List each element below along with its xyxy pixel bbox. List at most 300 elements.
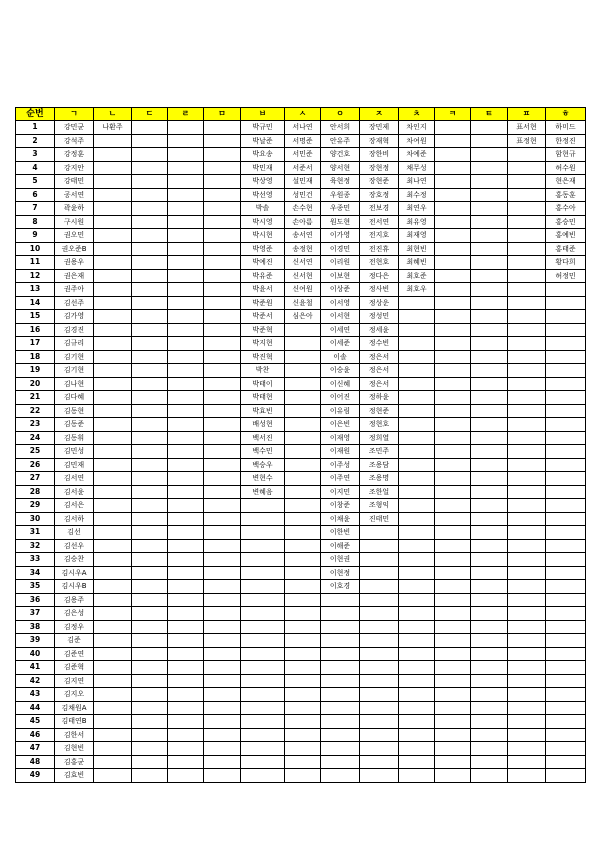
name-cell: 김정우 — [55, 620, 94, 634]
name-cell — [132, 350, 168, 364]
table-row — [16, 607, 586, 621]
name-cell: 조형익 — [360, 499, 399, 513]
row-number-cell: 45 — [16, 715, 55, 729]
name-cell: 김승찬 — [55, 553, 94, 567]
name-cell: 김서하 — [55, 512, 94, 526]
name-cell: 김선 — [55, 526, 94, 540]
name-cell — [471, 269, 508, 283]
name-cell: 최연우 — [399, 202, 435, 216]
name-cell — [204, 715, 241, 729]
name-cell — [94, 256, 132, 270]
name-cell: 박날준 — [241, 134, 285, 148]
row-number-cell: 12 — [16, 269, 55, 283]
name-cell — [435, 769, 471, 783]
name-cell: 강지안 — [55, 161, 94, 175]
name-cell — [399, 431, 435, 445]
name-cell — [204, 377, 241, 391]
name-cell — [168, 688, 204, 702]
name-cell: 강정훈 — [55, 148, 94, 162]
row-number-cell: 25 — [16, 445, 55, 459]
name-cell — [471, 242, 508, 256]
name-cell — [204, 256, 241, 270]
name-cell — [168, 661, 204, 675]
name-cell — [94, 161, 132, 175]
name-cell — [94, 566, 132, 580]
name-cell: 박솔 — [241, 202, 285, 216]
name-cell — [435, 188, 471, 202]
name-cell — [168, 188, 204, 202]
name-cell: 박시영 — [241, 215, 285, 229]
name-cell — [399, 566, 435, 580]
name-cell — [168, 742, 204, 756]
name-cell — [435, 215, 471, 229]
name-cell — [168, 431, 204, 445]
name-cell: 안서희 — [321, 121, 360, 135]
name-cell — [132, 566, 168, 580]
name-cell — [508, 620, 546, 634]
name-cell: 이상준 — [321, 283, 360, 297]
name-cell — [94, 742, 132, 756]
name-cell — [435, 283, 471, 297]
name-cell — [471, 256, 508, 270]
table-row — [16, 715, 586, 729]
name-cell — [399, 391, 435, 405]
name-cell — [132, 202, 168, 216]
name-cell: 이재영 — [321, 431, 360, 445]
name-cell — [508, 728, 546, 742]
name-cell — [508, 256, 546, 270]
name-cell — [399, 580, 435, 594]
name-cell: 박선영 — [241, 188, 285, 202]
row-number-cell: 27 — [16, 472, 55, 486]
name-cell: 원도현 — [321, 215, 360, 229]
name-cell — [508, 364, 546, 378]
name-cell — [285, 526, 321, 540]
table-row — [16, 148, 586, 162]
name-cell — [508, 229, 546, 243]
name-cell — [471, 391, 508, 405]
name-cell — [132, 769, 168, 783]
name-cell: 이유림 — [321, 404, 360, 418]
name-cell — [471, 553, 508, 567]
name-cell — [508, 445, 546, 459]
name-cell — [168, 404, 204, 418]
name-cell — [285, 607, 321, 621]
name-cell — [241, 661, 285, 675]
name-cell — [546, 607, 586, 621]
name-cell — [471, 188, 508, 202]
table-row — [16, 350, 586, 364]
name-cell — [471, 161, 508, 175]
name-cell — [435, 202, 471, 216]
name-cell — [204, 661, 241, 675]
name-cell — [94, 580, 132, 594]
name-cell — [508, 688, 546, 702]
name-cell — [435, 391, 471, 405]
name-cell: 백서진 — [241, 431, 285, 445]
name-cell: 박효빈 — [241, 404, 285, 418]
name-cell — [285, 580, 321, 594]
name-cell — [285, 566, 321, 580]
name-cell — [168, 134, 204, 148]
name-cell — [94, 728, 132, 742]
name-cell — [399, 310, 435, 324]
name-cell — [471, 323, 508, 337]
name-cell: 서나연 — [285, 121, 321, 135]
name-cell — [471, 755, 508, 769]
name-cell — [471, 580, 508, 594]
name-cell: 정성민 — [360, 310, 399, 324]
name-cell — [285, 391, 321, 405]
name-cell — [94, 391, 132, 405]
name-cell — [204, 688, 241, 702]
name-cell — [360, 553, 399, 567]
name-cell: 이해준 — [321, 539, 360, 553]
header-consonant: ㄱ — [55, 108, 94, 121]
name-cell — [285, 512, 321, 526]
name-cell — [94, 755, 132, 769]
name-cell — [399, 593, 435, 607]
name-cell — [399, 715, 435, 729]
name-cell — [204, 148, 241, 162]
name-cell — [508, 377, 546, 391]
name-cell: 변혜음 — [241, 485, 285, 499]
name-cell — [471, 688, 508, 702]
name-cell — [204, 674, 241, 688]
name-cell: 표정현 — [508, 134, 546, 148]
name-cell — [399, 674, 435, 688]
name-cell — [94, 445, 132, 459]
name-cell: 권은재 — [55, 269, 94, 283]
name-cell — [94, 404, 132, 418]
name-cell: 김선우 — [55, 539, 94, 553]
name-cell — [204, 512, 241, 526]
name-cell: 김태연B — [55, 715, 94, 729]
name-cell — [435, 175, 471, 189]
row-number-cell: 4 — [16, 161, 55, 175]
name-cell: 송서연 — [285, 229, 321, 243]
row-number-cell: 16 — [16, 323, 55, 337]
name-cell: 이어진 — [321, 391, 360, 405]
name-cell — [94, 620, 132, 634]
header-row — [16, 108, 586, 121]
row-number-cell: 31 — [16, 526, 55, 540]
header-consonant: ㄷ — [132, 108, 168, 121]
name-cell — [241, 566, 285, 580]
name-cell — [204, 701, 241, 715]
name-cell: 박요송 — [241, 148, 285, 162]
name-cell: 김기현 — [55, 350, 94, 364]
name-cell — [168, 728, 204, 742]
name-cell — [435, 742, 471, 756]
name-cell — [94, 688, 132, 702]
name-cell — [204, 647, 241, 661]
name-cell: 정다은 — [360, 269, 399, 283]
name-cell — [508, 566, 546, 580]
name-cell — [94, 539, 132, 553]
name-cell: 나환주 — [94, 121, 132, 135]
name-cell — [132, 458, 168, 472]
name-cell: 정은서 — [360, 377, 399, 391]
name-cell — [399, 701, 435, 715]
name-cell — [168, 269, 204, 283]
name-cell — [546, 580, 586, 594]
table-row — [16, 769, 586, 783]
header-consonant: ㅂ — [241, 108, 285, 121]
header-number: 순번 — [16, 108, 55, 121]
name-cell — [321, 620, 360, 634]
name-cell — [241, 647, 285, 661]
name-cell: 박민재 — [241, 161, 285, 175]
name-cell — [168, 593, 204, 607]
name-cell — [241, 620, 285, 634]
name-cell — [94, 485, 132, 499]
row-number-cell: 10 — [16, 242, 55, 256]
name-cell — [204, 161, 241, 175]
name-cell — [508, 580, 546, 594]
row-number-cell: 5 — [16, 175, 55, 189]
table-row — [16, 728, 586, 742]
name-cell: 홍태준 — [546, 242, 586, 256]
name-cell — [204, 269, 241, 283]
name-cell — [132, 161, 168, 175]
name-cell — [508, 769, 546, 783]
name-cell — [132, 634, 168, 648]
name-cell — [241, 526, 285, 540]
name-cell — [360, 661, 399, 675]
name-cell — [94, 715, 132, 729]
name-cell — [285, 715, 321, 729]
name-cell — [168, 391, 204, 405]
name-cell — [132, 188, 168, 202]
name-cell — [168, 647, 204, 661]
name-cell — [132, 701, 168, 715]
name-cell — [546, 539, 586, 553]
name-cell — [94, 310, 132, 324]
name-cell — [508, 634, 546, 648]
row-number-cell: 30 — [16, 512, 55, 526]
name-cell: 전진휴 — [360, 242, 399, 256]
name-cell: 김시우A — [55, 566, 94, 580]
name-cell — [508, 472, 546, 486]
row-number-cell: 1 — [16, 121, 55, 135]
name-cell — [321, 674, 360, 688]
name-cell — [546, 769, 586, 783]
name-cell — [546, 418, 586, 432]
name-cell — [168, 458, 204, 472]
name-cell — [321, 688, 360, 702]
name-cell — [285, 445, 321, 459]
name-cell — [508, 175, 546, 189]
row-number-cell: 9 — [16, 229, 55, 243]
name-cell — [132, 283, 168, 297]
name-cell — [132, 607, 168, 621]
name-cell — [168, 202, 204, 216]
name-cell — [471, 566, 508, 580]
row-number-cell: 19 — [16, 364, 55, 378]
name-cell — [435, 418, 471, 432]
name-cell: 백수민 — [241, 445, 285, 459]
name-cell — [94, 512, 132, 526]
name-cell: 정하윤 — [360, 391, 399, 405]
name-cell — [399, 445, 435, 459]
name-cell: 박상영 — [241, 175, 285, 189]
name-cell — [435, 647, 471, 661]
name-cell — [132, 485, 168, 499]
name-cell — [435, 377, 471, 391]
header-consonant: ㅋ — [435, 108, 471, 121]
name-cell — [360, 539, 399, 553]
name-cell — [508, 742, 546, 756]
row-number-cell: 23 — [16, 418, 55, 432]
name-cell — [132, 431, 168, 445]
name-cell — [132, 647, 168, 661]
name-cell — [285, 688, 321, 702]
name-cell — [241, 634, 285, 648]
name-cell — [285, 337, 321, 351]
name-cell — [204, 350, 241, 364]
name-cell: 신여원 — [285, 283, 321, 297]
name-cell: 이리원 — [321, 256, 360, 270]
name-cell: 차여원 — [399, 134, 435, 148]
name-cell — [204, 134, 241, 148]
table-row — [16, 620, 586, 634]
name-cell — [546, 674, 586, 688]
name-cell: 이채윤 — [321, 512, 360, 526]
name-cell: 김준연 — [55, 647, 94, 661]
table-row — [16, 674, 586, 688]
name-cell: 곽윤하 — [55, 202, 94, 216]
name-cell: 허수원 — [546, 161, 586, 175]
name-cell — [204, 337, 241, 351]
row-number-cell: 18 — [16, 350, 55, 364]
name-cell — [471, 175, 508, 189]
name-cell — [471, 404, 508, 418]
name-cell: 차인지 — [399, 121, 435, 135]
name-cell: 우원종 — [321, 188, 360, 202]
name-cell — [546, 715, 586, 729]
name-cell: 손수현 — [285, 202, 321, 216]
name-cell: 서민준 — [285, 148, 321, 162]
name-cell: 홍예빈 — [546, 229, 586, 243]
name-cell — [399, 634, 435, 648]
name-cell — [94, 188, 132, 202]
name-cell — [399, 472, 435, 486]
name-cell — [132, 728, 168, 742]
name-cell — [546, 377, 586, 391]
name-cell: 김기현 — [55, 364, 94, 378]
name-cell — [285, 377, 321, 391]
name-cell — [168, 121, 204, 135]
name-cell — [168, 377, 204, 391]
name-cell — [168, 256, 204, 270]
name-cell — [132, 404, 168, 418]
name-cell: 조한얼 — [360, 485, 399, 499]
name-cell — [204, 310, 241, 324]
name-cell — [435, 323, 471, 337]
name-cell — [285, 431, 321, 445]
table-row — [16, 688, 586, 702]
name-cell: 송정현 — [285, 242, 321, 256]
name-cell — [132, 580, 168, 594]
name-cell — [360, 688, 399, 702]
name-cell — [204, 526, 241, 540]
name-cell — [168, 580, 204, 594]
name-cell — [471, 283, 508, 297]
name-cell — [132, 539, 168, 553]
name-cell: 권주아 — [55, 283, 94, 297]
name-cell — [546, 283, 586, 297]
name-cell — [546, 512, 586, 526]
name-cell: 배성현 — [241, 418, 285, 432]
row-number-cell: 40 — [16, 647, 55, 661]
name-cell: 현은재 — [546, 175, 586, 189]
name-cell — [546, 458, 586, 472]
name-cell: 김현빈 — [55, 742, 94, 756]
name-cell — [546, 431, 586, 445]
name-cell: 김동준 — [55, 418, 94, 432]
name-cell — [435, 580, 471, 594]
table-row — [16, 175, 586, 189]
row-number-cell: 22 — [16, 404, 55, 418]
name-cell — [508, 526, 546, 540]
table-row — [16, 742, 586, 756]
name-cell — [546, 296, 586, 310]
name-cell — [94, 364, 132, 378]
name-cell — [285, 742, 321, 756]
name-cell — [168, 526, 204, 540]
name-cell — [399, 404, 435, 418]
name-cell — [435, 350, 471, 364]
name-cell — [508, 755, 546, 769]
name-cell — [285, 472, 321, 486]
name-cell — [508, 215, 546, 229]
name-cell — [285, 458, 321, 472]
name-cell — [508, 661, 546, 675]
name-cell — [204, 296, 241, 310]
name-cell — [435, 755, 471, 769]
name-cell — [399, 350, 435, 364]
name-cell — [471, 485, 508, 499]
name-cell — [132, 512, 168, 526]
name-cell — [132, 296, 168, 310]
name-cell: 안유주 — [321, 134, 360, 148]
name-cell — [285, 553, 321, 567]
name-cell — [360, 620, 399, 634]
name-cell: 이세준 — [321, 337, 360, 351]
name-cell — [94, 769, 132, 783]
name-cell — [435, 296, 471, 310]
name-cell — [508, 553, 546, 567]
name-cell: 박유준 — [241, 269, 285, 283]
name-cell: 이현권 — [321, 553, 360, 567]
row-number-cell: 14 — [16, 296, 55, 310]
name-cell — [204, 215, 241, 229]
name-cell — [546, 445, 586, 459]
name-cell — [204, 499, 241, 513]
name-cell — [94, 701, 132, 715]
table-row — [16, 134, 586, 148]
name-cell — [546, 404, 586, 418]
name-cell — [168, 229, 204, 243]
name-cell — [94, 472, 132, 486]
name-cell: 박태이 — [241, 377, 285, 391]
name-cell — [321, 607, 360, 621]
name-cell: 김서연 — [55, 472, 94, 486]
name-cell — [132, 526, 168, 540]
table-row — [16, 188, 586, 202]
name-cell — [435, 607, 471, 621]
